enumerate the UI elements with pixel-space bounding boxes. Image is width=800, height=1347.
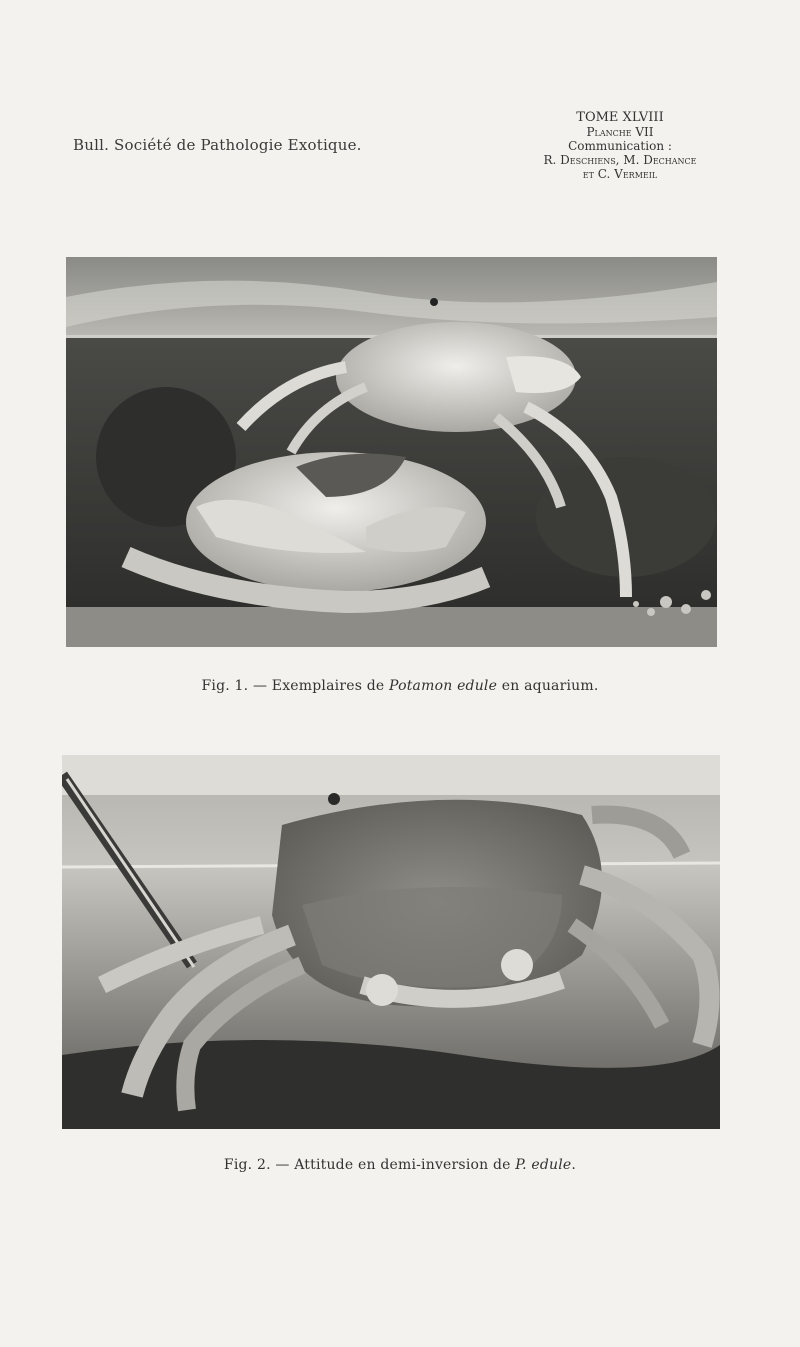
crab-aquarium-illustration (66, 257, 717, 647)
communication-label: Communication : (568, 139, 672, 153)
figure-1-photo (66, 257, 717, 647)
figure-2-caption-prefix: Fig. 2. — Attitude en demi-inversion de (223, 1157, 516, 1173)
figure-1-caption-species: Potamon edule (389, 678, 498, 694)
figure-2-photo (62, 755, 720, 1129)
figure-1-caption (0, 678, 800, 694)
authors-line-1: R. Deschiens, M. Dechance (543, 153, 697, 167)
figure-2-caption (0, 1157, 800, 1173)
crab-half-inversion-illustration (62, 755, 720, 1129)
plate-info (500, 111, 740, 181)
plate-number: Planche VII (586, 125, 654, 139)
figure-1-caption-prefix: Fig. 1. — Exemplaires de (201, 678, 390, 694)
authors-line-2: et C. Vermeil (582, 167, 658, 181)
journal-title: Bull. Société de Pathologie Exotique. (73, 136, 362, 154)
tome-number: TOME XLVIII (576, 110, 664, 125)
figure-2-caption-suffix: . (571, 1157, 577, 1173)
figure-1-caption-suffix: en aquarium. (497, 678, 599, 694)
figure-2-caption-species: P. edule (515, 1157, 572, 1173)
